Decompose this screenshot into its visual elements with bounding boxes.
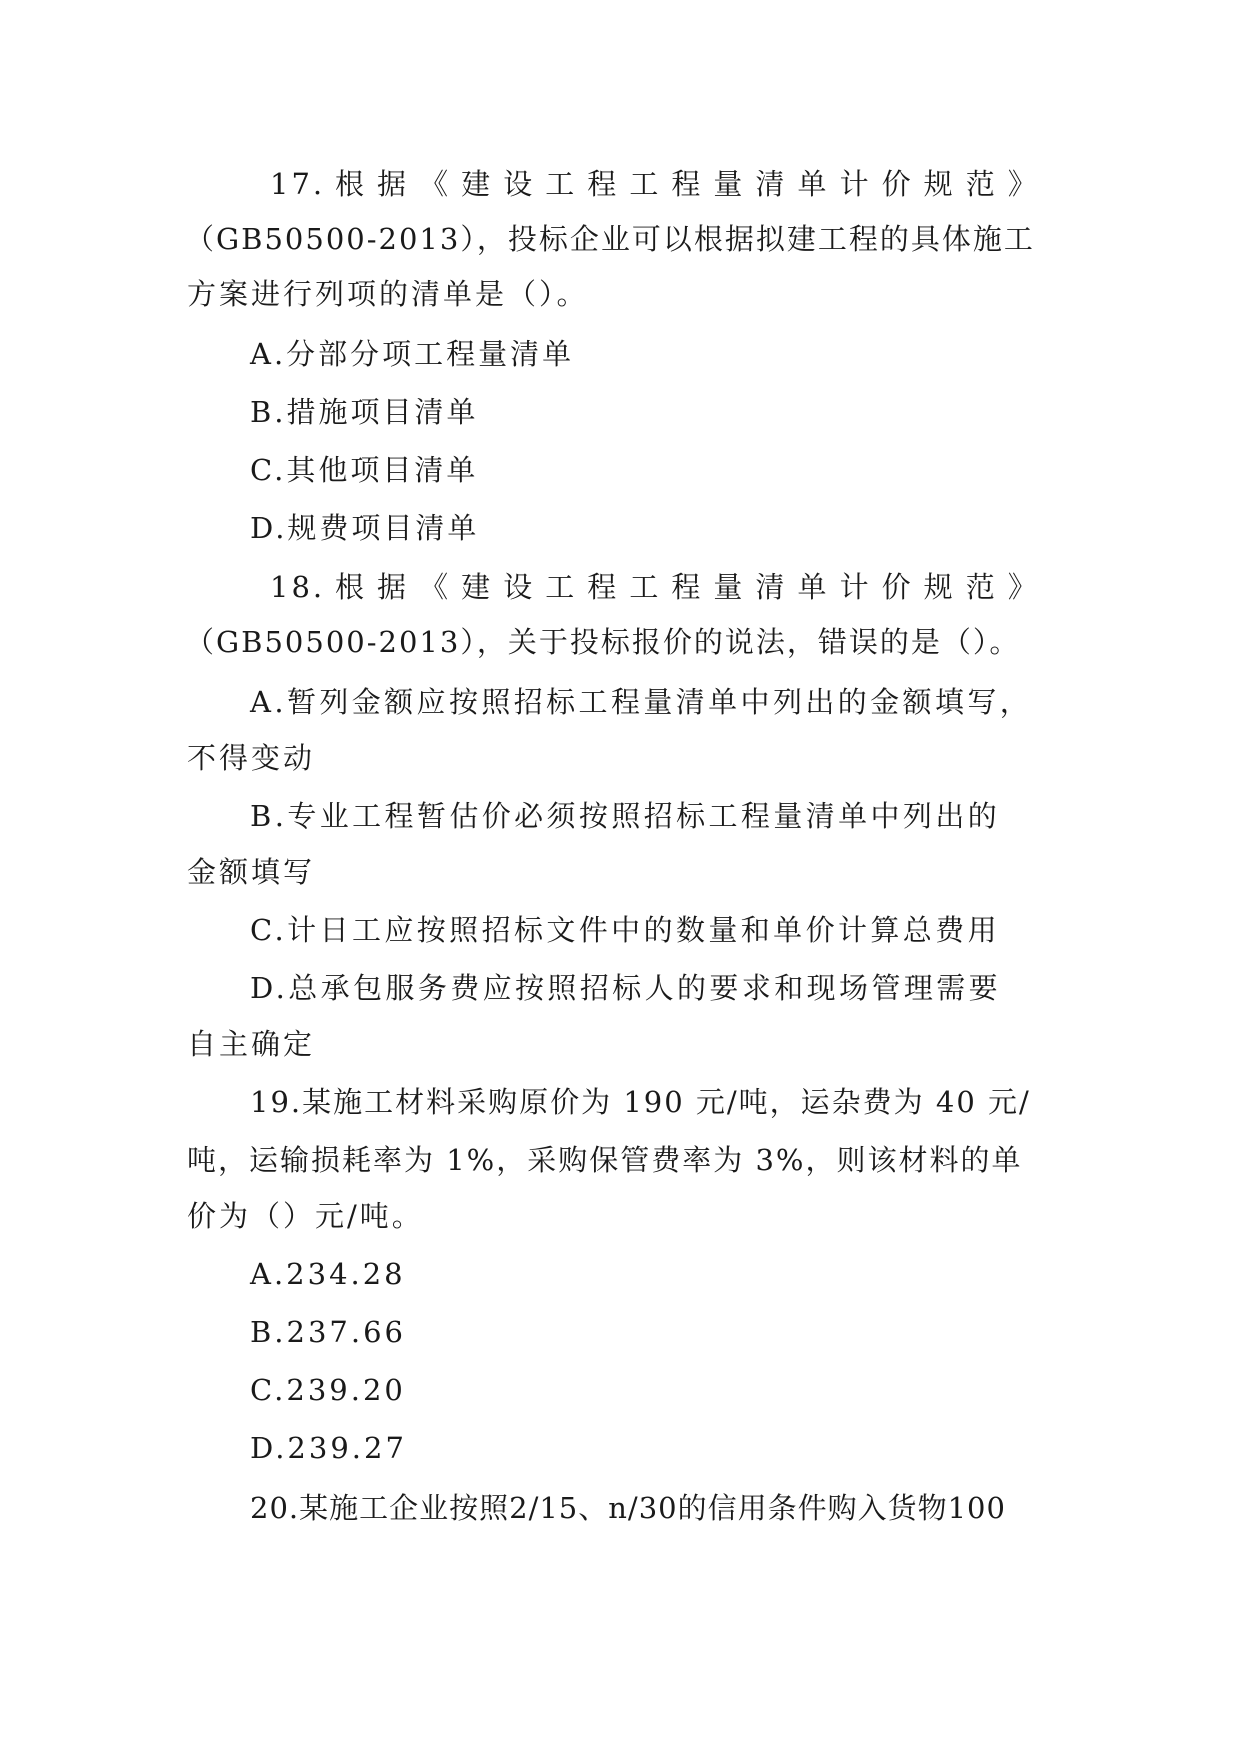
q18-option-d-line2: 自主确定 — [187, 1027, 316, 1061]
q18-option-a-line2: 不得变动 — [187, 741, 316, 775]
stem-char: 建 — [461, 167, 494, 201]
q19-stem-line3: 价为（）元/吨。 — [187, 1199, 424, 1233]
q17-stem-line3: 方案进行列项的清单是（）。 — [187, 277, 589, 311]
stem-char: 设 — [503, 570, 536, 604]
stem-char: 工 — [629, 167, 662, 201]
stem-char: 价 — [881, 570, 914, 604]
stem-char: 根 — [335, 570, 368, 604]
q18-stem-line1 — [335, 567, 1040, 607]
stem-char: 建 — [461, 570, 494, 604]
stem-char: 量 — [713, 570, 746, 604]
stem-char: 程 — [587, 570, 620, 604]
stem-char: 根 — [335, 167, 368, 201]
q17-stem-line2: （GB50500-2013），投标企业可以根据拟建工程的具体施工 — [185, 222, 1035, 256]
stem-char: 》 — [1007, 167, 1040, 201]
q20-stem-line1: 20.某施工企业按照2/15、n/30的信用条件购入货物100 — [250, 1491, 1006, 1525]
q17-number: 17. — [270, 167, 326, 201]
stem-char: 据 — [377, 167, 410, 201]
q19-option-b: B.237.66 — [250, 1315, 407, 1349]
q19-stem-line2: 吨，运输损耗率为 1%，采购保管费率为 3%，则该材料的单 — [187, 1143, 1023, 1177]
stem-char: 清 — [755, 167, 788, 201]
q17-stem-line1 — [335, 164, 1040, 204]
q18-option-b-line2: 金额填写 — [187, 855, 316, 889]
stem-char: 《 — [419, 167, 452, 201]
q17-option-b: B.措施项目清单 — [250, 395, 479, 429]
q17-option-c: C.其他项目清单 — [250, 453, 479, 487]
stem-char: 设 — [503, 167, 536, 201]
q18-option-d-line1: D.总承包服务费应按照招标人的要求和现场管理需要 — [250, 971, 1002, 1005]
stem-char: 规 — [923, 570, 956, 604]
stem-char: 单 — [797, 570, 830, 604]
stem-char: 程 — [587, 167, 620, 201]
stem-char: 》 — [1007, 570, 1040, 604]
q18-stem-line2: （GB50500-2013），关于投标报价的说法，错误的是（）。 — [185, 625, 1021, 659]
stem-char: 范 — [965, 167, 998, 201]
stem-char: 计 — [839, 570, 872, 604]
stem-char: 程 — [671, 167, 704, 201]
q19-option-a: A.234.28 — [250, 1257, 406, 1291]
stem-char: 量 — [713, 167, 746, 201]
q17-option-a: A.分部分项工程量清单 — [250, 337, 575, 371]
q18-number: 18. — [270, 570, 326, 604]
stem-char: 计 — [839, 167, 872, 201]
stem-char: 清 — [755, 570, 788, 604]
stem-char: 据 — [377, 570, 410, 604]
q18-option-b-line1: B.专业工程暂估价必须按照招标工程量清单中列出的 — [250, 799, 1001, 833]
stem-char: 价 — [881, 167, 914, 201]
q19-option-d: D.239.27 — [250, 1431, 407, 1465]
stem-char: 程 — [671, 570, 704, 604]
stem-char: 《 — [419, 570, 452, 604]
q17-option-d: D.规费项目清单 — [250, 511, 480, 545]
stem-char: 工 — [629, 570, 662, 604]
q19-stem-line1: 19.某施工材料采购原价为 190 元/吨，运杂费为 40 元/ — [250, 1085, 1031, 1119]
stem-char: 范 — [965, 570, 998, 604]
q19-option-c: C.239.20 — [250, 1373, 406, 1407]
stem-char: 规 — [923, 167, 956, 201]
stem-char: 工 — [545, 570, 578, 604]
stem-char: 工 — [545, 167, 578, 201]
q18-option-a-line1: A.暂列金额应按照招标工程量清单中列出的金额填写， — [250, 685, 1033, 719]
stem-char: 单 — [797, 167, 830, 201]
q18-option-c-line1: C.计日工应按照招标文件中的数量和单价计算总费用 — [250, 913, 1000, 947]
